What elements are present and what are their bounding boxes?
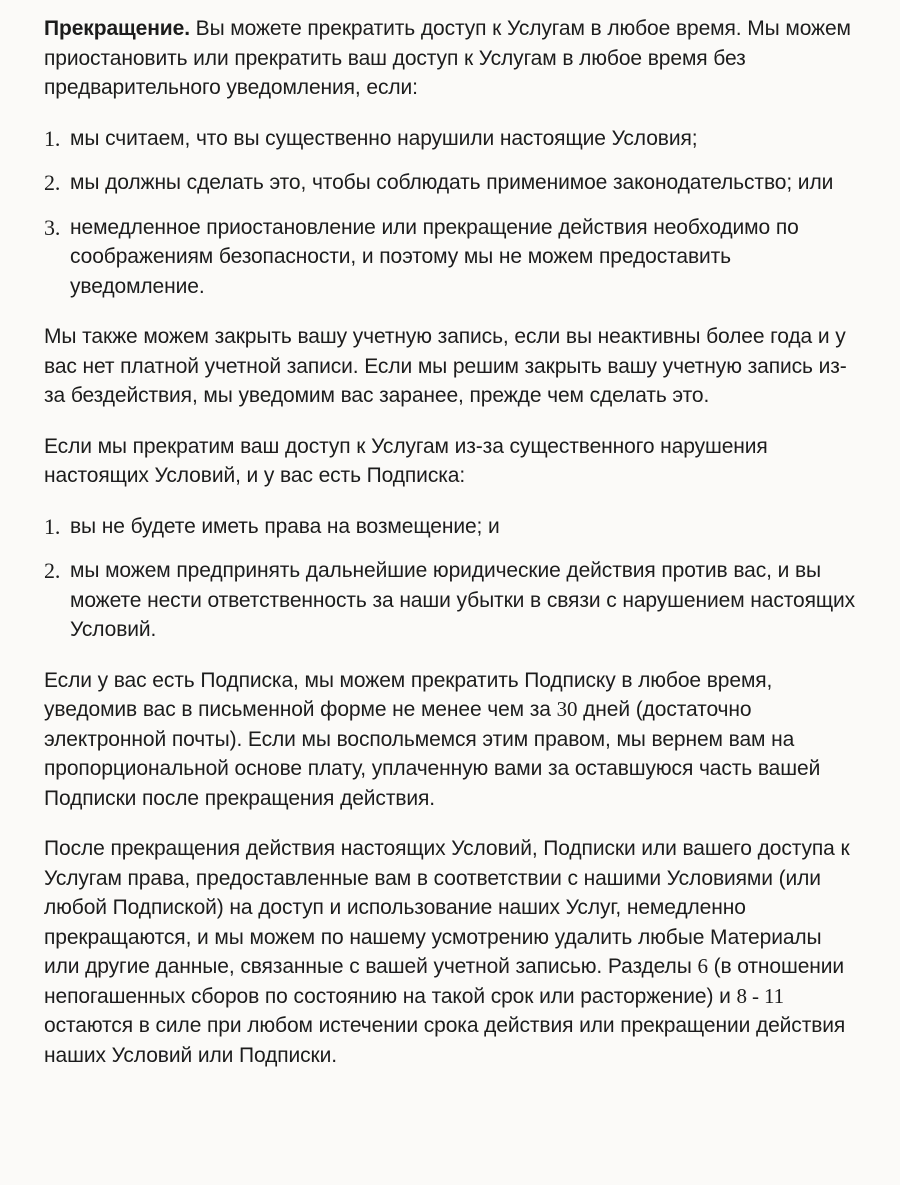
post-termination-paragraph [44, 834, 860, 1070]
list-item-text: мы можем предпринять дальнейшие юридические действия против вас, и вы можете нести ответственность за наши убытки в связи с нарушением настоящих Условий. [70, 559, 856, 641]
list-item-number: 1. [44, 513, 61, 539]
post-termination-text-2: (в отношении непогашенных сборов по состоянию на такой срок или расторжение) и [44, 955, 845, 1008]
section-range: 8 - 11 [736, 983, 785, 1008]
subscription-termination-paragraph [44, 666, 860, 814]
list-item [44, 213, 860, 302]
termination-heading: Прекращение. [44, 17, 190, 40]
list-item [44, 556, 860, 645]
list-item-text: немедленное приостановление или прекращение действия необходимо по соображениям безопасности, и поэтому мы не можем предоставить уведомление. [70, 215, 799, 298]
termination-intro: Вы можете прекратить доступ к Услугам в любое время. Мы можем приостановить или прекратить ваш доступ к Услугам в любое время без предварительного уведомления, если: [44, 17, 851, 99]
post-termination-text-3: остаются в силе при любом истечении срока действия или прекращении действия наших Условий или Подписки. [44, 1014, 846, 1067]
list-item [44, 124, 860, 154]
list-item-number: 3. [44, 214, 61, 240]
inactive-account-paragraph: Мы также можем закрыть вашу учетную запись, если вы неактивны более года и у вас нет платной учетной записи. Если мы решим закрыть вашу учетную запись из-за бездействия, мы уведомим вас заранее, прежде чем сделать это. [44, 325, 847, 407]
subscription-text-after: дней (достаточно электронной почты). Если мы воспольмемся этим правом, мы вернем вам на пропорциональной основе плату, уплаченную вами за оставшуюся часть вашей Подписки после прекращения действия. [44, 698, 821, 810]
breach-consequences-list [44, 512, 860, 645]
list-item [44, 512, 860, 542]
list-item-text: мы должны сделать это, чтобы соблюдать применимое законодательство; или [70, 171, 834, 194]
section-number: 6 [697, 954, 708, 978]
list-item-text: мы считаем, что вы существенно нарушили настоящие Условия; [70, 126, 698, 150]
list-item [44, 168, 860, 198]
list-item-number: 2. [44, 170, 61, 195]
list-item-number: 1. [44, 125, 61, 151]
breach-intro-paragraph: Если мы прекратим ваш доступ к Услугам из-за существенного нарушения настоящих Условий, и у вас есть Подписка: [44, 434, 768, 487]
post-termination-text-1: После прекращения действия настоящих Условий, Подписки или вашего доступа к Услугам права, предоставленные вам в соответствии с нашими Условиями (или любой Подпиской) на доступ и использование наших Услуг, немедленно прекращаются, и мы можем по нашему усмотрению удалить любые Материалы или другие данные, связанные с вашей учетной записью. Разделы [44, 837, 850, 978]
list-item-number: 2. [44, 558, 61, 583]
notice-days: 30 [556, 697, 578, 721]
list-item-text: вы не будете иметь права на возмещение; и [70, 514, 500, 538]
termination-paragraph [44, 14, 860, 103]
subscription-text-before: Если у вас есть Подписка, мы можем прекратить Подписку в любое время, уведомив вас в письменной форме не менее чем за [44, 668, 773, 721]
termination-reasons-list [44, 124, 860, 302]
